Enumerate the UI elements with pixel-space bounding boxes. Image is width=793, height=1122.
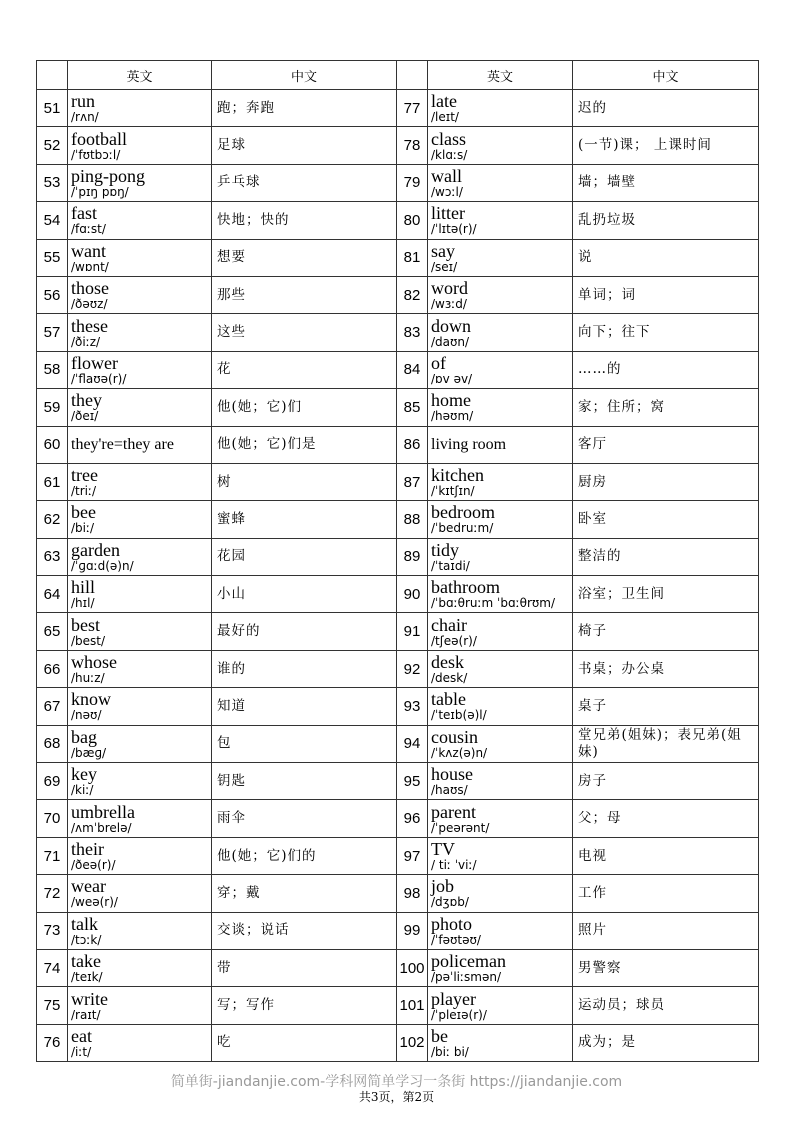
- phonetic-transcription: /iːt/: [71, 1044, 92, 1059]
- english-cell: [68, 501, 212, 538]
- phonetic-transcription: /raɪt/: [71, 1007, 101, 1022]
- english-cell: [68, 576, 212, 613]
- english-word: bedroom: [431, 502, 495, 523]
- english-word: bathroom: [431, 577, 500, 598]
- english-word: run: [71, 91, 95, 112]
- entry-number: 65: [37, 613, 68, 650]
- table-row: [37, 389, 759, 426]
- english-cell: [428, 987, 573, 1024]
- phonetic-transcription: /bæɡ/: [71, 745, 107, 760]
- chinese-meaning: 树: [212, 463, 397, 500]
- phonetic-transcription: /ʌmˈbrelə/: [71, 820, 132, 835]
- table-row: [37, 800, 759, 837]
- english-cell: [428, 127, 573, 164]
- entry-number: 53: [37, 164, 68, 201]
- english-word: want: [71, 240, 106, 261]
- entry-number: 76: [37, 1024, 68, 1061]
- english-word: ping-pong: [71, 165, 145, 186]
- watermark-text: 简单街-jiandanjie.com-学科网简单学习一条街 https://jiandanjie.com: [170, 1074, 623, 1090]
- header-english: 英文: [68, 61, 212, 90]
- phonetic-transcription: /rʌn/: [71, 110, 99, 125]
- chinese-meaning: 说: [573, 239, 759, 276]
- chinese-meaning: 他(她；它)们是: [212, 426, 397, 463]
- table-header-row: [37, 61, 759, 90]
- english-word: know: [71, 689, 111, 710]
- phonetic-transcription: /ðiːz/: [71, 334, 101, 349]
- english-cell: [428, 463, 573, 500]
- english-word: be: [431, 1025, 448, 1046]
- phonetic-transcription: /ˈpeərənt/: [431, 820, 490, 835]
- english-cell: [428, 875, 573, 912]
- chinese-meaning: 花园: [212, 538, 397, 575]
- table-row: [37, 613, 759, 650]
- phonetic-transcription: /biː/: [71, 521, 95, 536]
- entry-number: 95: [397, 763, 428, 800]
- english-cell: [428, 501, 573, 538]
- english-word: bag: [71, 726, 97, 747]
- english-word: wear: [71, 876, 106, 897]
- phonetic-transcription: /triː/: [71, 484, 97, 499]
- english-cell: [428, 351, 573, 388]
- table-row: [37, 538, 759, 575]
- english-cell: [68, 800, 212, 837]
- english-cell: [428, 912, 573, 949]
- chinese-meaning: 他(她；它)们的: [212, 837, 397, 874]
- english-cell: [68, 202, 212, 239]
- english-word: key: [71, 764, 97, 785]
- english-word: their: [71, 839, 104, 859]
- entry-number: 60: [37, 426, 68, 463]
- chinese-meaning: 迟的: [573, 90, 759, 127]
- phonetic-transcription: /ˈkʌz(ə)n/: [431, 745, 488, 760]
- entry-number: 85: [397, 389, 428, 426]
- entry-number: 86: [397, 426, 428, 463]
- english-cell: [68, 650, 212, 687]
- chinese-meaning: 房子: [573, 763, 759, 800]
- phonetic-transcription: /haʊs/: [431, 783, 468, 798]
- chinese-meaning: 钥匙: [212, 763, 397, 800]
- chinese-meaning: 男警察: [573, 949, 759, 986]
- phonetic-transcription: /klɑːs/: [431, 147, 468, 162]
- english-word: umbrella: [71, 801, 135, 822]
- english-word: wall: [431, 165, 462, 186]
- english-word: talk: [71, 913, 98, 934]
- table-row: [37, 1024, 759, 1061]
- chinese-meaning: 谁的: [212, 650, 397, 687]
- table-row: [37, 912, 759, 949]
- english-cell: [428, 1024, 573, 1061]
- chinese-meaning: 那些: [212, 276, 397, 313]
- english-word: tidy: [431, 539, 460, 560]
- english-cell: [68, 987, 212, 1024]
- entry-number: 96: [397, 800, 428, 837]
- english-word: class: [431, 128, 466, 149]
- chinese-meaning: 快地；快的: [212, 202, 397, 239]
- english-cell: [428, 949, 573, 986]
- chinese-meaning: 雨伞: [212, 800, 397, 837]
- chinese-meaning: 向下；往下: [573, 314, 759, 351]
- table-row: [37, 426, 759, 463]
- phonetic-transcription: /ˈpleɪə(r)/: [431, 1007, 487, 1022]
- english-cell: [428, 763, 573, 800]
- chinese-meaning: 他(她；它)们: [212, 389, 397, 426]
- entry-number: 69: [37, 763, 68, 800]
- phonetic-transcription: /kiː/: [71, 783, 94, 798]
- phonetic-transcription: /ˈfʊtbɔːl/: [71, 147, 121, 162]
- phonetic-transcription: /wɒnt/: [71, 259, 109, 274]
- entry-number: 89: [397, 538, 428, 575]
- chinese-meaning: 交谈；说话: [212, 912, 397, 949]
- entry-number: 83: [397, 314, 428, 351]
- chinese-meaning: 蜜蜂: [212, 501, 397, 538]
- table-row: [37, 987, 759, 1024]
- chinese-meaning: 成为；是: [573, 1024, 759, 1061]
- chinese-meaning: 乱扔垃圾: [573, 202, 759, 239]
- english-word: fast: [71, 203, 97, 224]
- english-word: of: [431, 352, 446, 373]
- table-row: [37, 725, 759, 762]
- table-row: [37, 314, 759, 351]
- chinese-meaning: 包: [212, 725, 397, 762]
- table-body: [37, 90, 759, 1062]
- entry-number: 54: [37, 202, 68, 239]
- english-word: they: [71, 390, 102, 411]
- chinese-meaning: 工作: [573, 875, 759, 912]
- chinese-meaning: 书桌；办公桌: [573, 650, 759, 687]
- english-cell: [68, 164, 212, 201]
- english-cell: [428, 202, 573, 239]
- entry-number: 82: [397, 276, 428, 313]
- entry-number: 62: [37, 501, 68, 538]
- entry-number: 58: [37, 351, 68, 388]
- chinese-meaning: 吃: [212, 1024, 397, 1061]
- english-cell: [428, 389, 573, 426]
- phonetic-transcription: /ˈfəʊtəʊ/: [431, 932, 481, 947]
- chinese-meaning: 想要: [212, 239, 397, 276]
- chinese-meaning: 浴室；卫生间: [573, 576, 759, 613]
- english-cell: [428, 538, 573, 575]
- entry-number: 87: [397, 463, 428, 500]
- english-word: photo: [431, 913, 473, 934]
- english-cell: [68, 314, 212, 351]
- english-cell: [68, 949, 212, 986]
- english-cell: [68, 389, 212, 426]
- phonetic-transcription: /weə(r)/: [71, 895, 118, 910]
- phonetic-transcription: /wɜːd/: [431, 297, 467, 312]
- header-english: 英文: [428, 61, 573, 90]
- english-cell: [68, 90, 212, 127]
- phonetic-transcription: /ˈlɪtə(r)/: [431, 222, 477, 237]
- entry-number: 102: [397, 1024, 428, 1061]
- chinese-meaning: 整洁的: [573, 538, 759, 575]
- header-number: [397, 61, 428, 90]
- table-row: [37, 501, 759, 538]
- chinese-meaning: 跑；奔跑: [212, 90, 397, 127]
- entry-number: 91: [397, 613, 428, 650]
- page-number: 共3页，第2页: [358, 1090, 435, 1104]
- english-word: cousin: [431, 726, 478, 747]
- english-word: flower: [71, 352, 118, 373]
- phonetic-transcription: /ˈflaʊə(r)/: [71, 371, 127, 386]
- english-cell: [68, 1024, 212, 1061]
- phonetic-transcription: /wɔːl/: [431, 184, 463, 199]
- chinese-meaning: 单词；词: [573, 276, 759, 313]
- english-word: job: [431, 876, 455, 897]
- english-cell: [428, 90, 573, 127]
- table-row: [37, 763, 759, 800]
- chinese-meaning: 这些: [212, 314, 397, 351]
- english-cell: [68, 239, 212, 276]
- phonetic-transcription: /ˈtaɪdi/: [431, 558, 470, 573]
- entry-number: 57: [37, 314, 68, 351]
- phonetic-transcription: /ˈkɪtʃɪn/: [431, 484, 475, 499]
- english-cell: [68, 276, 212, 313]
- english-word: these: [71, 315, 108, 336]
- english-word: down: [431, 315, 471, 336]
- chinese-meaning: 知道: [212, 688, 397, 725]
- phonetic-transcription: /ˈɡɑːd(ə)n/: [71, 558, 134, 573]
- chinese-meaning: 带: [212, 949, 397, 986]
- english-word: kitchen: [431, 465, 484, 486]
- entry-number: 80: [397, 202, 428, 239]
- chinese-meaning: 穿；戴: [212, 875, 397, 912]
- english-word: house: [431, 764, 473, 785]
- phonetic-transcription: /ˈteɪb(ə)l/: [431, 708, 487, 723]
- phonetic-transcription: /ðeɪ/: [71, 409, 99, 424]
- entry-number: 78: [397, 127, 428, 164]
- phonetic-transcription: /ˈpɪŋ pɒŋ/: [71, 184, 129, 199]
- entry-number: 66: [37, 650, 68, 687]
- chinese-meaning: 家；住所；窝: [573, 389, 759, 426]
- entry-number: 68: [37, 725, 68, 762]
- english-word: tree: [71, 465, 98, 486]
- chinese-meaning: 写；写作: [212, 987, 397, 1024]
- entry-number: 64: [37, 576, 68, 613]
- phonetic-transcription: /dʒɒb/: [431, 895, 469, 910]
- entry-number: 51: [37, 90, 68, 127]
- chinese-meaning: 桌子: [573, 688, 759, 725]
- english-cell: [428, 837, 573, 874]
- phonetic-transcription: /hɪl/: [71, 596, 95, 611]
- english-cell: [68, 875, 212, 912]
- phonetic-transcription: /huːz/: [71, 671, 105, 686]
- phonetic-transcription: /tɔːk/: [71, 932, 102, 947]
- phonetic-transcription: /tʃeə(r)/: [431, 633, 477, 648]
- phonetic-transcription: /desk/: [431, 671, 468, 686]
- english-cell: [428, 613, 573, 650]
- table-row: [37, 351, 759, 388]
- phonetic-transcription: /ˈbedruːm/: [431, 521, 494, 536]
- english-word: garden: [71, 539, 120, 560]
- english-cell: [68, 538, 212, 575]
- header-chinese: 中文: [212, 61, 397, 90]
- english-cell: [428, 276, 573, 313]
- entry-number: 56: [37, 276, 68, 313]
- english-cell: [68, 127, 212, 164]
- table-row: [37, 90, 759, 127]
- english-cell: [428, 314, 573, 351]
- english-word: bee: [71, 502, 96, 523]
- english-word: litter: [431, 203, 465, 224]
- entry-number: 94: [397, 725, 428, 762]
- table-row: [37, 463, 759, 500]
- english-word: living room: [431, 435, 507, 453]
- entry-number: 73: [37, 912, 68, 949]
- english-word: chair: [431, 614, 467, 635]
- english-word: TV: [431, 839, 455, 859]
- english-word: whose: [71, 652, 117, 673]
- english-word: write: [71, 988, 108, 1009]
- english-word: they're=they are: [71, 435, 174, 453]
- entry-number: 93: [397, 688, 428, 725]
- chinese-meaning: 运动员；球员: [573, 987, 759, 1024]
- table-row: [37, 837, 759, 874]
- header-chinese: 中文: [573, 61, 759, 90]
- phonetic-transcription: /biː bi/: [431, 1044, 469, 1059]
- phonetic-transcription: /ðeə(r)/: [71, 858, 116, 872]
- entry-number: 79: [397, 164, 428, 201]
- phonetic-transcription: /həʊm/: [431, 409, 474, 424]
- table-row: [37, 127, 759, 164]
- phonetic-transcription: /pəˈliːsmən/: [431, 970, 502, 985]
- header-number: [37, 61, 68, 90]
- table-row: [37, 202, 759, 239]
- english-word: desk: [431, 652, 464, 673]
- phonetic-transcription: /teɪk/: [71, 970, 103, 985]
- phonetic-transcription: /ˈbɑːθruːm ˈbɑːθrʊm/: [431, 596, 556, 611]
- entry-number: 77: [397, 90, 428, 127]
- entry-number: 90: [397, 576, 428, 613]
- english-word: take: [71, 951, 101, 972]
- chinese-meaning: 墙；墙壁: [573, 164, 759, 201]
- english-word: home: [431, 390, 471, 411]
- entry-number: 72: [37, 875, 68, 912]
- chinese-meaning: 小山: [212, 576, 397, 613]
- entry-number: 97: [397, 837, 428, 874]
- phonetic-transcription: /nəʊ/: [71, 708, 102, 723]
- english-cell: [68, 463, 212, 500]
- entry-number: 75: [37, 987, 68, 1024]
- vocabulary-table: [36, 60, 759, 1062]
- english-cell: [428, 426, 573, 463]
- chinese-meaning: 卧室: [573, 501, 759, 538]
- english-cell: [428, 800, 573, 837]
- chinese-meaning: 电视: [573, 837, 759, 874]
- english-cell: [68, 688, 212, 725]
- phonetic-transcription: /ðəʊz/: [71, 297, 108, 312]
- english-cell: [428, 688, 573, 725]
- phonetic-transcription: /fɑːst/: [71, 222, 106, 237]
- english-cell: [68, 725, 212, 762]
- entry-number: 98: [397, 875, 428, 912]
- phonetic-transcription: /ɒv əv/: [431, 371, 473, 386]
- phonetic-transcription: /daʊn/: [431, 334, 470, 349]
- english-cell: [68, 426, 212, 463]
- table-row: [37, 688, 759, 725]
- entry-number: 61: [37, 463, 68, 500]
- english-word: hill: [71, 577, 96, 598]
- table-row: [37, 276, 759, 313]
- entry-number: 63: [37, 538, 68, 575]
- table-row: [37, 875, 759, 912]
- phonetic-transcription: /leɪt/: [431, 110, 459, 125]
- chinese-meaning: (一节)课； 上课时间: [573, 127, 759, 164]
- table-row: [37, 239, 759, 276]
- phonetic-transcription: /best/: [71, 633, 106, 648]
- entry-number: 84: [397, 351, 428, 388]
- english-cell: [428, 650, 573, 687]
- english-word: football: [71, 128, 127, 149]
- entry-number: 67: [37, 688, 68, 725]
- entry-number: 74: [37, 949, 68, 986]
- english-cell: [68, 763, 212, 800]
- english-cell: [68, 837, 212, 874]
- table-row: [37, 164, 759, 201]
- phonetic-transcription: /seɪ/: [431, 259, 458, 274]
- entry-number: 52: [37, 127, 68, 164]
- english-word: word: [431, 278, 468, 299]
- chinese-meaning: 椅子: [573, 613, 759, 650]
- chinese-meaning: 花: [212, 351, 397, 388]
- english-word: late: [431, 91, 457, 112]
- chinese-meaning: 足球: [212, 127, 397, 164]
- english-word: policeman: [431, 951, 506, 972]
- table-row: [37, 949, 759, 986]
- english-cell: [428, 725, 573, 762]
- english-cell: [428, 164, 573, 201]
- english-word: those: [71, 278, 109, 299]
- entry-number: 100: [397, 949, 428, 986]
- entry-number: 59: [37, 389, 68, 426]
- table-row: [37, 650, 759, 687]
- entry-number: 71: [37, 837, 68, 874]
- english-cell: [68, 912, 212, 949]
- english-cell: [68, 351, 212, 388]
- english-cell: [428, 239, 573, 276]
- chinese-meaning: 最好的: [212, 613, 397, 650]
- english-word: eat: [71, 1025, 92, 1046]
- english-word: table: [431, 689, 466, 710]
- english-word: parent: [431, 801, 476, 822]
- english-word: say: [431, 240, 455, 261]
- entry-number: 88: [397, 501, 428, 538]
- chinese-meaning: 乒乓球: [212, 164, 397, 201]
- english-word: best: [71, 614, 100, 635]
- chinese-meaning: 父；母: [573, 800, 759, 837]
- entry-number: 70: [37, 800, 68, 837]
- chinese-meaning: 照片: [573, 912, 759, 949]
- phonetic-transcription: / tiː ˈviː/: [431, 858, 477, 872]
- entry-number: 81: [397, 239, 428, 276]
- chinese-meaning: 客厅: [573, 426, 759, 463]
- chinese-meaning: 堂兄弟(姐妹)；表兄弟(姐妹): [573, 725, 759, 762]
- entry-number: 99: [397, 912, 428, 949]
- table-row: [37, 576, 759, 613]
- entry-number: 101: [397, 987, 428, 1024]
- entry-number: 92: [397, 650, 428, 687]
- english-word: player: [431, 988, 476, 1009]
- chinese-meaning: ……的: [573, 351, 759, 388]
- entry-number: 55: [37, 239, 68, 276]
- english-cell: [428, 576, 573, 613]
- chinese-meaning: 厨房: [573, 463, 759, 500]
- english-cell: [68, 613, 212, 650]
